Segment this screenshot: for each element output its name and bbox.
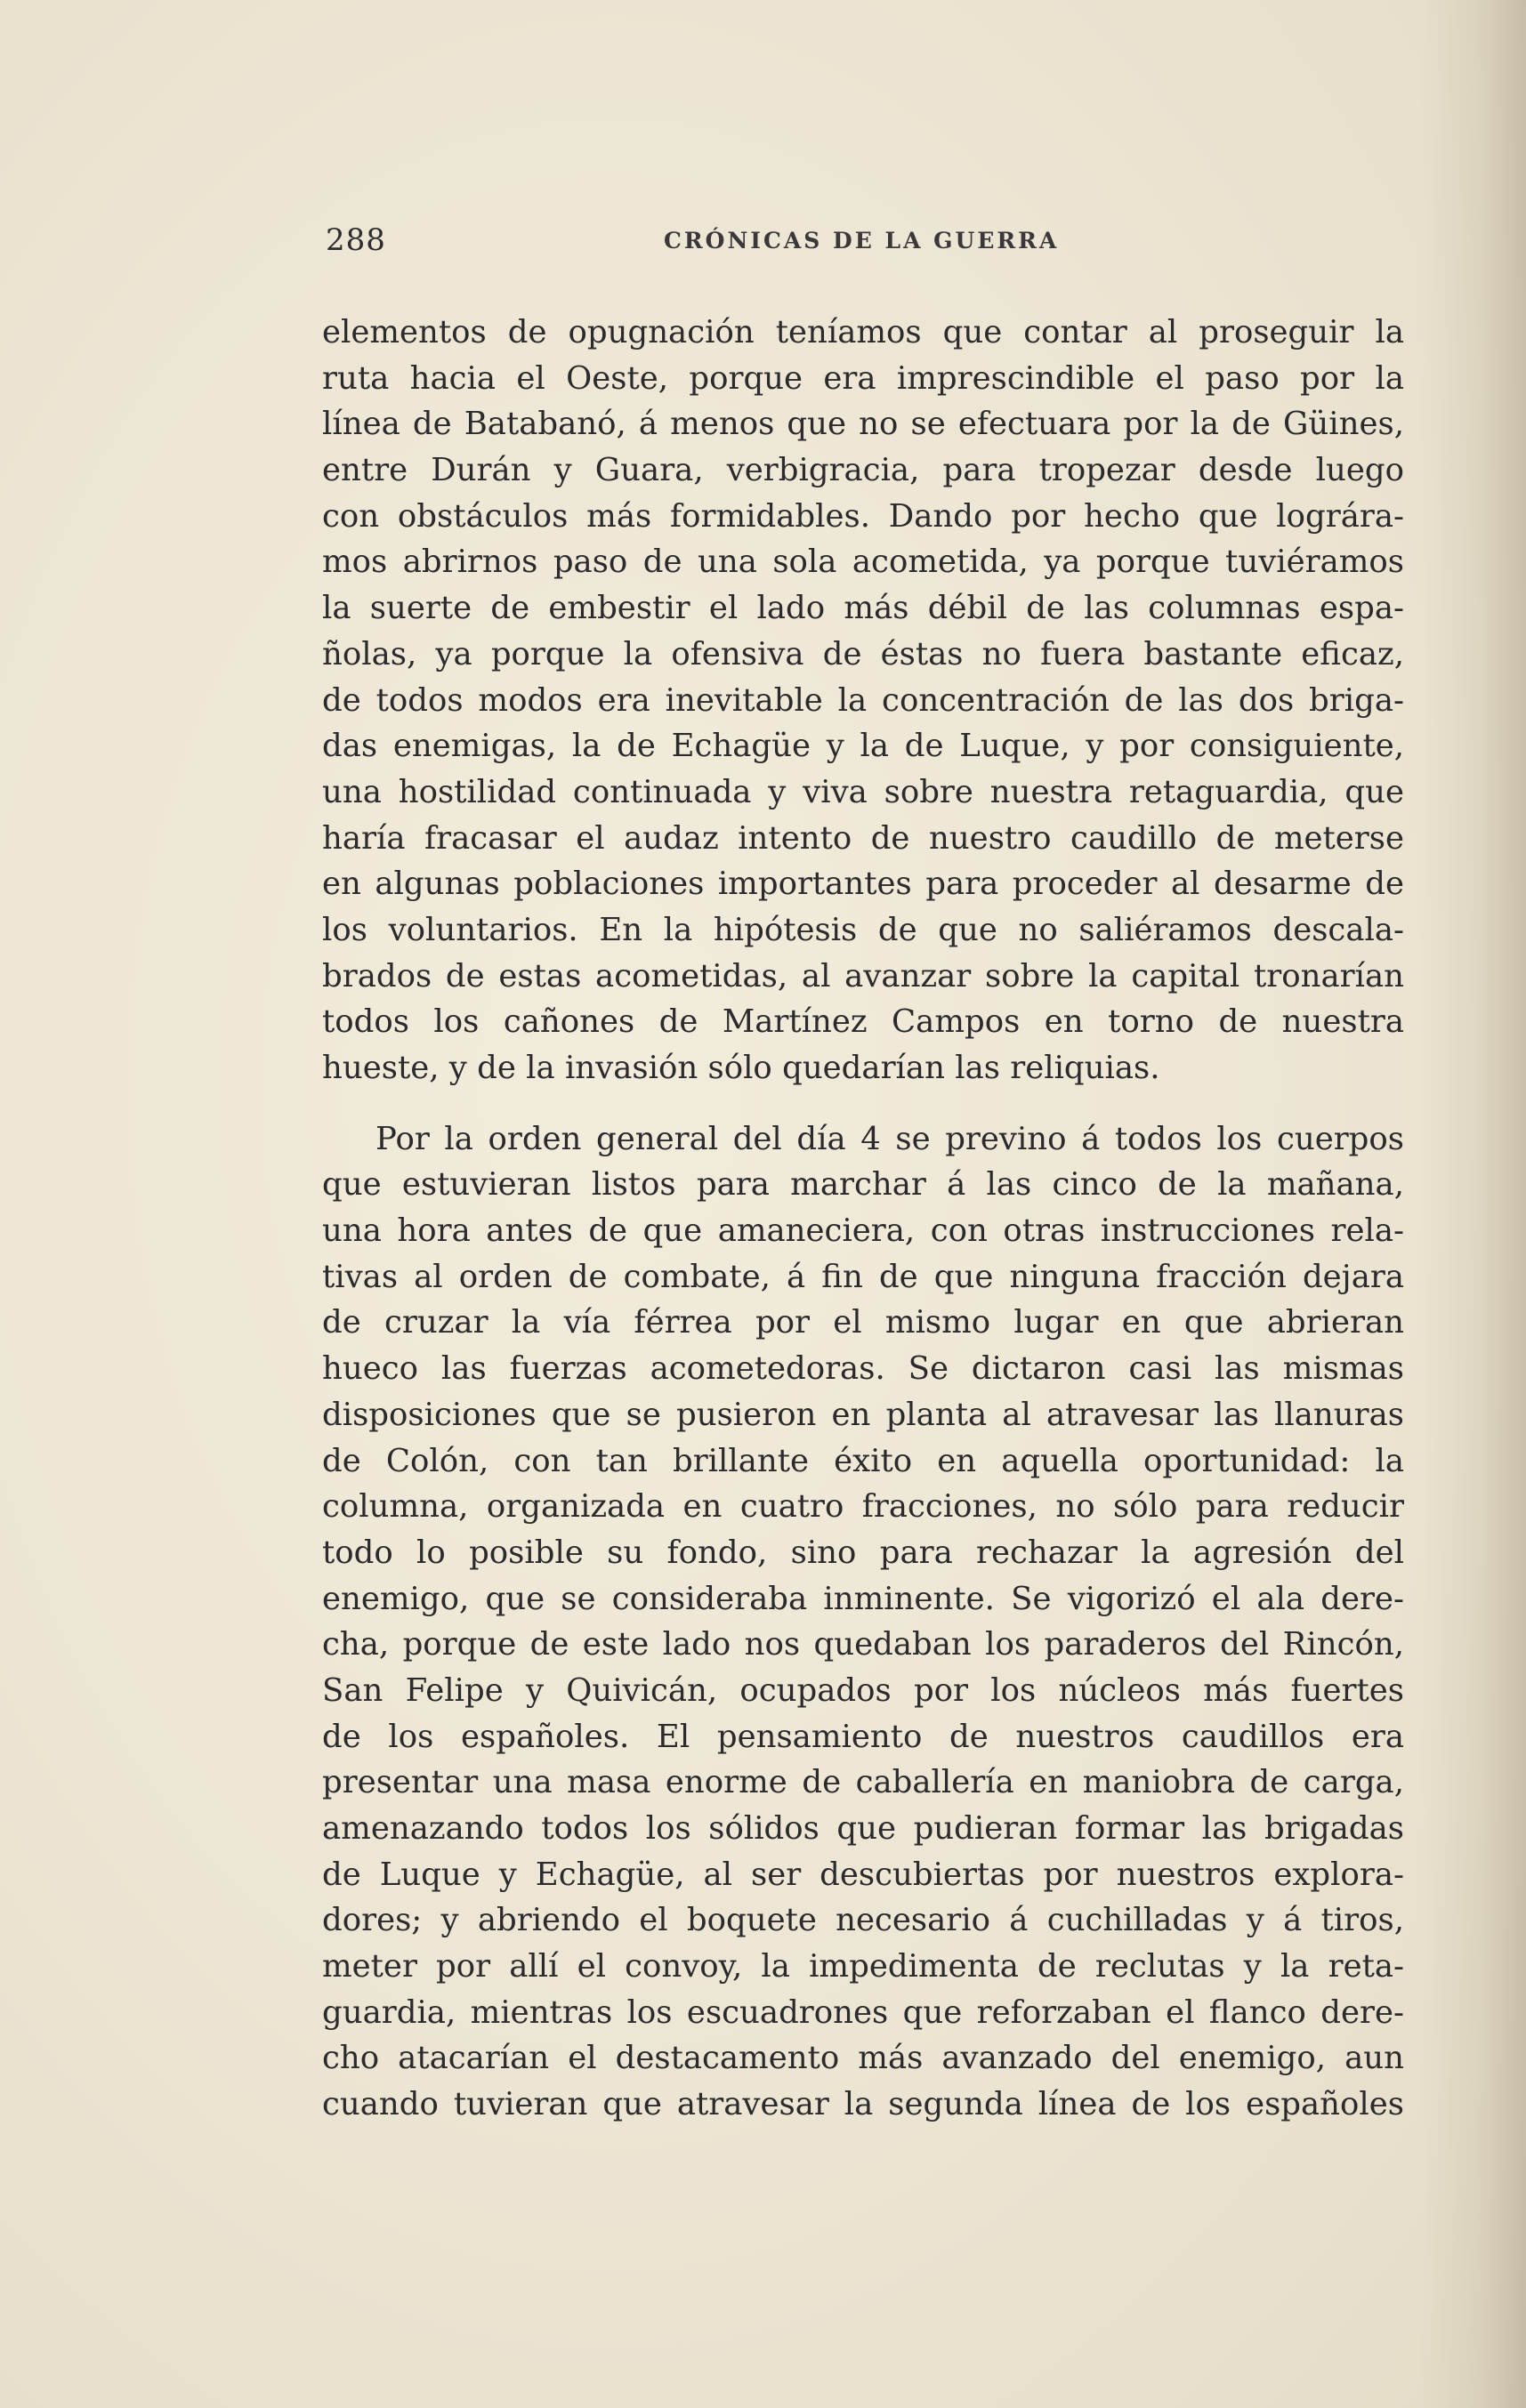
text-line: que estuvieran listos para marchar á las cinco de la mañana, — [322, 1166, 1404, 1204]
text-line: de Luque y Echagüe, al ser descubiertas por nuestros explora- — [322, 1856, 1404, 1893]
text-line: hueco las fuerzas acometedoras. Se dictaron casi las mismas — [322, 1350, 1404, 1388]
text-line: San Felipe y Quivicán, ocupados por los núcleos más fuertes — [322, 1671, 1404, 1709]
text-line: presentar una masa enorme de caballería en maniobra de carga, — [322, 1764, 1404, 1801]
paragraph — [322, 1116, 1404, 2128]
text-line: columna, organizada en cuatro fracciones, no sólo para reducir — [322, 1488, 1404, 1526]
text-line: ñolas, ya porque la ofensiva de éstas no fuera bastante eficaz, — [322, 635, 1404, 672]
text-line: de todos modos era inevitable la concentración de las dos briga- — [322, 681, 1404, 719]
text-line: mos abrirnos paso de una sola acometida, ya porque tuviéramos — [322, 544, 1404, 581]
text-line: dores; y abriendo el boquete necesario á cuchilladas y á tiros, — [322, 1902, 1404, 1939]
text-line: en algunas poblaciones importantes para proceder al desarme de — [322, 866, 1404, 903]
page-number: 288 — [326, 222, 386, 258]
text-line: enemigo, que se consideraba inminente. Se vigorizó el ala dere- — [322, 1580, 1404, 1617]
text-line: los voluntarios. En la hipótesis de que no saliéramos descala- — [322, 911, 1404, 948]
text-line: con obstáculos más formidables. Dando por hecho que lográra- — [322, 497, 1404, 535]
text-line: de los españoles. El pensamiento de nuestros caudillos era — [322, 1718, 1404, 1755]
text-line: disposiciones que se pusieron en planta al atravesar las llanuras — [322, 1396, 1404, 1433]
text-line: brados de estas acometidas, al avanzar sobre la capital tronarían — [322, 957, 1404, 995]
text-line: entre Durán y Guara, verbigracia, para tropezar desde luego — [322, 452, 1404, 489]
text-line: todo lo posible su fondo, sino para rechazar la agresión del — [322, 1534, 1404, 1571]
text-line: hueste, y de la invasión sólo quedarían las reliquias. — [322, 1050, 1160, 1086]
text-line: cho atacarían el destacamento más avanzado del enemigo, aun — [322, 2040, 1404, 2077]
text-line: das enemigas, la de Echagüe y la de Luque, y por consiguiente, — [322, 728, 1404, 765]
text-line: elementos de opugnación teníamos que contar al proseguir la — [322, 314, 1404, 350]
text-line: amenazando todos los sólidos que pudieran formar las brigadas — [322, 1810, 1404, 1847]
text-line: tivas al orden de combate, á fin de que ninguna fracción dejara — [322, 1258, 1404, 1295]
text-line: haría fracasar el audaz intento de nuestro caudillo de meterse — [322, 819, 1404, 857]
text-line: línea de Batabanó, á menos que no se efectuara por la de Güines, — [322, 406, 1404, 443]
text-line: una hostilidad continuada y viva sobre nuestra retaguardia, que — [322, 773, 1404, 810]
running-head — [326, 222, 1402, 262]
text-line: una hora antes de que amaneciera, con otras instrucciones rela- — [322, 1212, 1404, 1250]
text-line: guardia, mientras los escuadrones que reforzaban el flanco dere- — [322, 1993, 1404, 2031]
text-line: de cruzar la vía férrea por el mismo lugar en que abrieran — [322, 1304, 1404, 1341]
text-line: de Colón, con tan brillante éxito en aquella oportunidad: la — [322, 1442, 1404, 1479]
body-text — [322, 310, 1404, 2128]
text-line: meter por allí el convoy, la impedimenta de reclutas y la reta- — [322, 1948, 1404, 1985]
paragraph — [322, 310, 1404, 1091]
text-line: Por la orden general del día 4 se previno á todos los cuerpos — [375, 1120, 1404, 1157]
text-line: cha, porque de este lado nos quedaban los paraderos del Rincón, — [322, 1626, 1404, 1663]
text-line: cuando tuvieran que atravesar la segunda línea de los españoles — [322, 2086, 1404, 2123]
text-line: la suerte de embestir el lado más débil de las columnas espa- — [322, 590, 1404, 627]
text-line: todos los cañones de Martínez Campos en torno de nuestra — [322, 1003, 1404, 1041]
running-title: CRÓNICAS DE LA GUERRA — [664, 228, 1060, 254]
text-line: ruta hacia el Oeste, porque era imprescindible el paso por la — [322, 359, 1404, 397]
